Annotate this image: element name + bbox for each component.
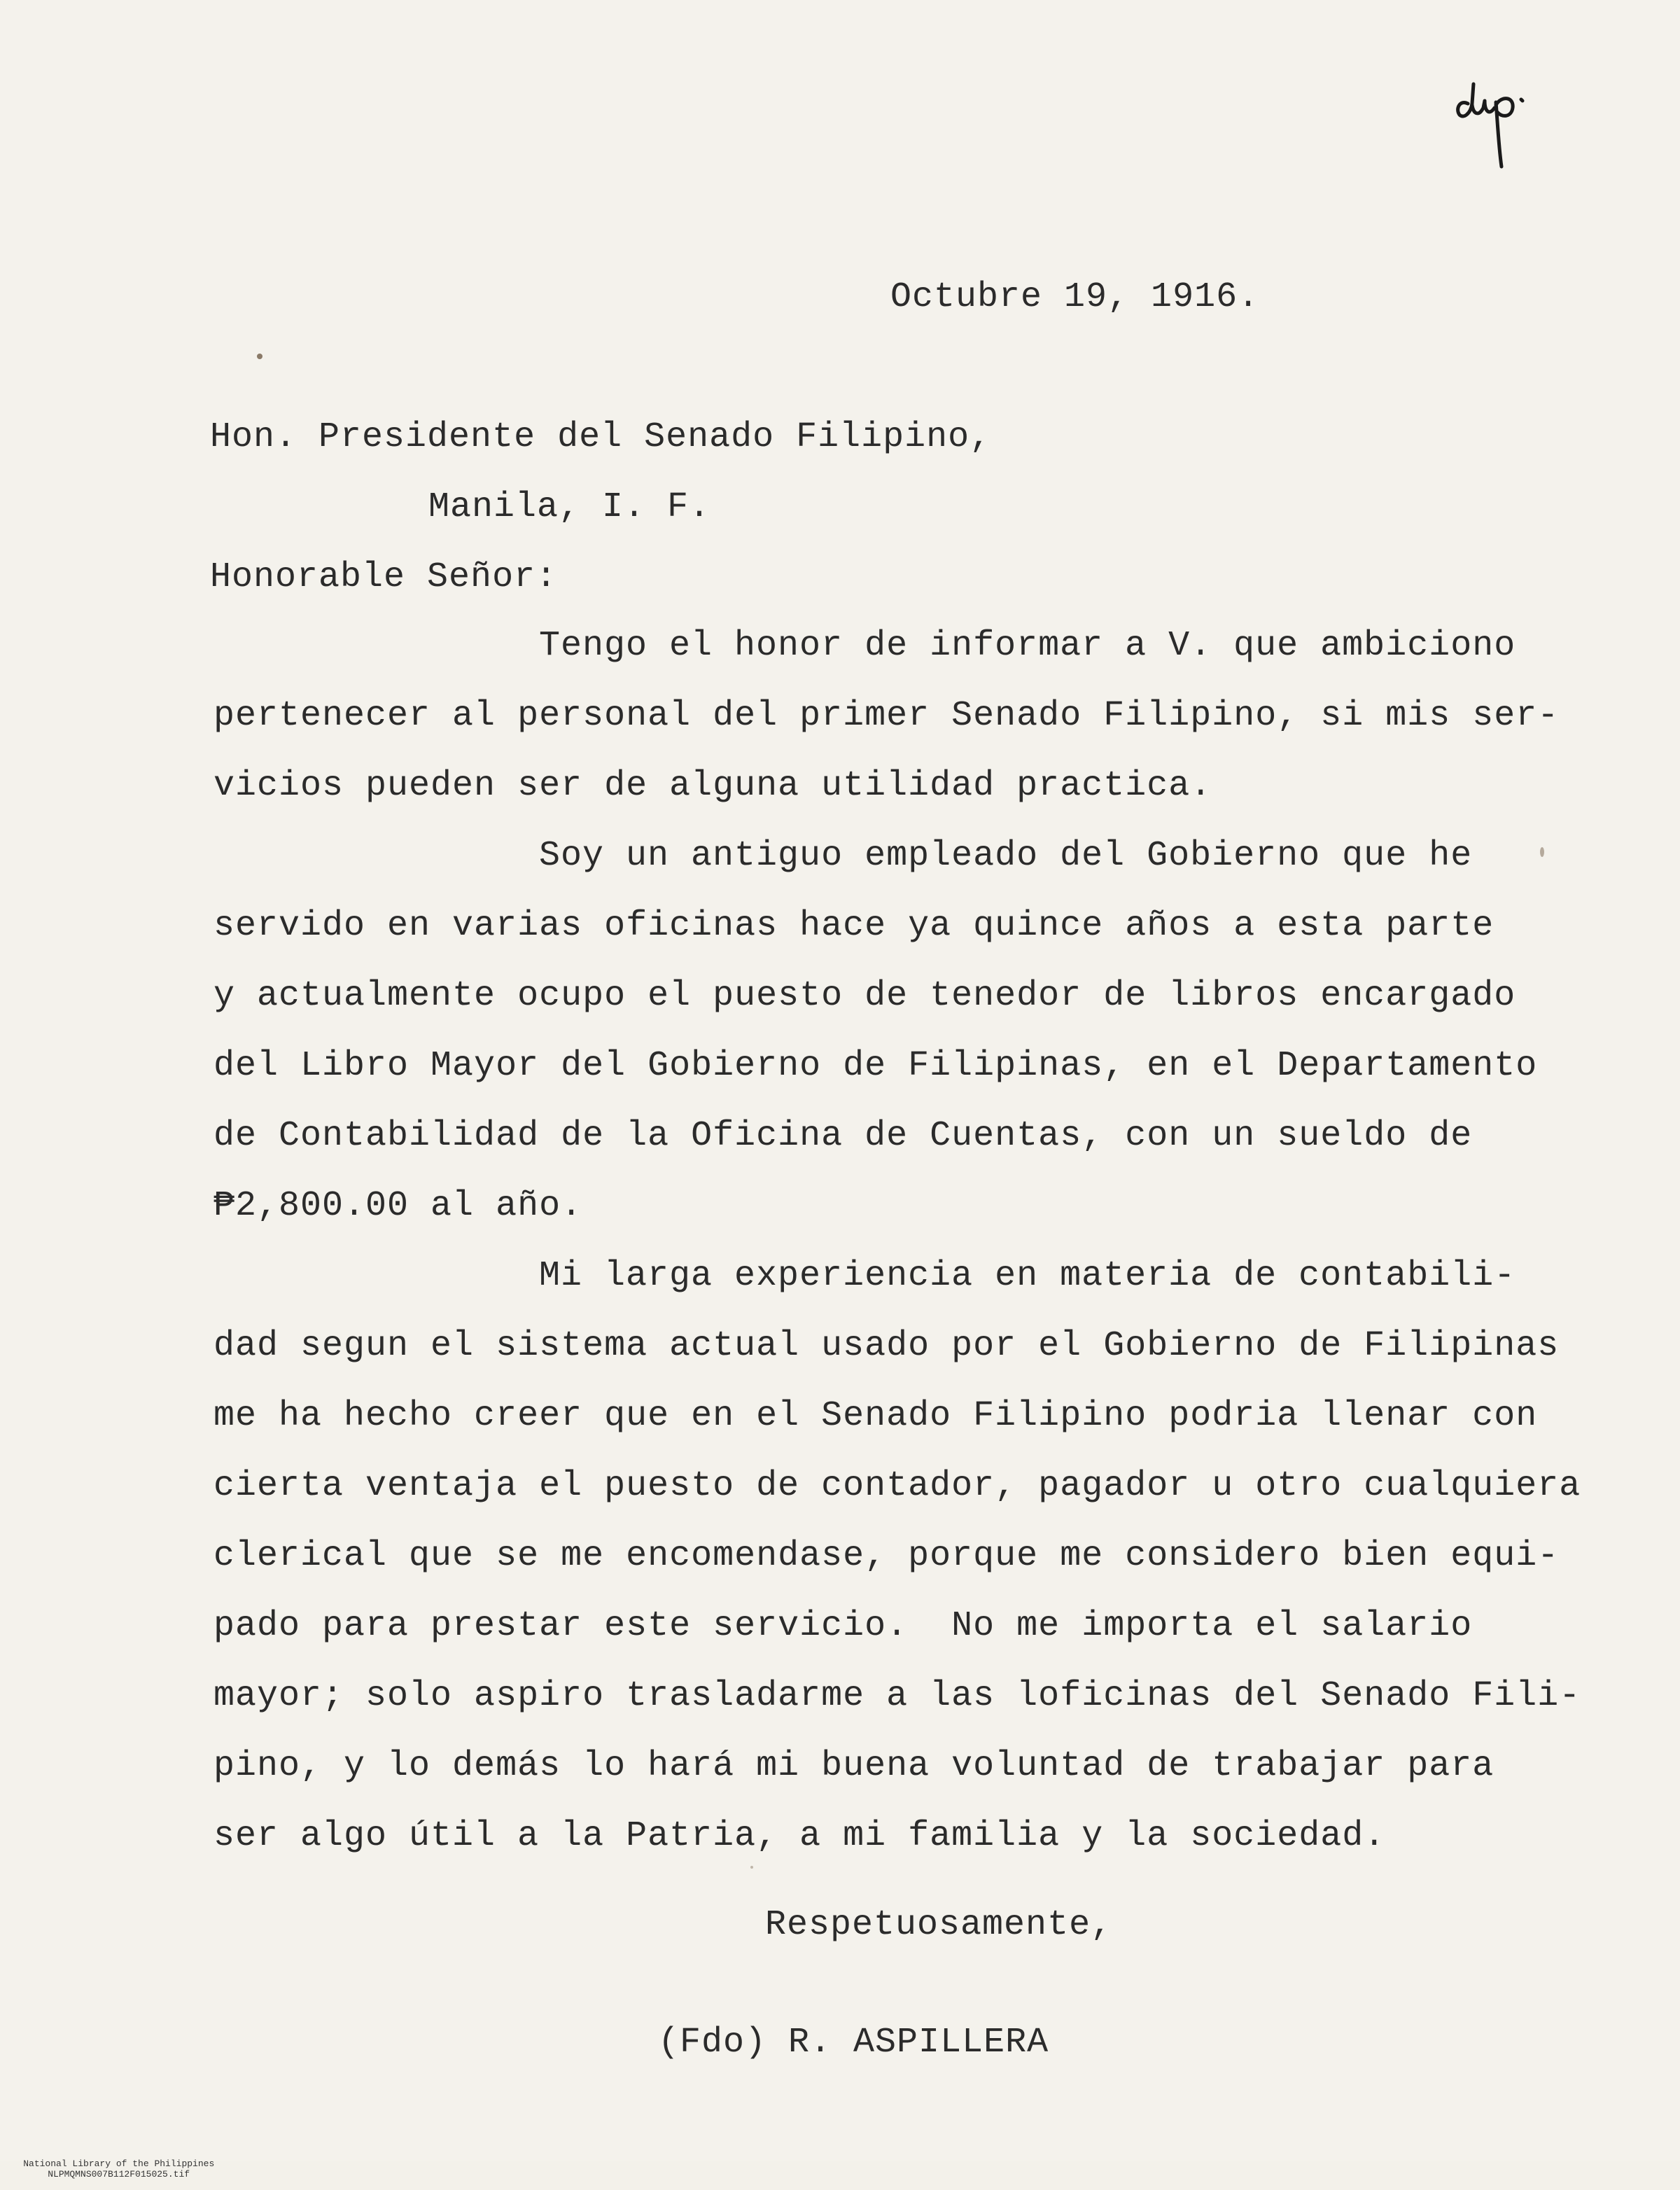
paragraph-line: dad segun el sistema actual usado por el Gobierno de Filipinas <box>214 1326 1560 1366</box>
paragraph-line: de Contabilidad de la Oficina de Cuentas, con un sueldo de <box>214 1116 1473 1156</box>
paragraph-line: pertenecer al personal del primer Senado Filipino, si mis ser- <box>214 696 1560 736</box>
paragraph-line: me ha hecho creer que en el Senado Filipino podria llenar con <box>214 1396 1538 1436</box>
paragraph-line: del Libro Mayor del Gobierno de Filipinas, en el Departamento <box>214 1046 1538 1086</box>
paragraph-line: ser algo útil a la Patria, a mi familia y la sociedad. <box>214 1816 1386 1856</box>
signature: (Fdo) R. ASPILLERA <box>658 2023 1049 2063</box>
paragraph-line: ₱2,800.00 al año. <box>214 1186 583 1226</box>
footer-file-id: NLPMQMNS007B112F015025.tif <box>48 2169 190 2179</box>
paragraph-line: cierta ventaja el puesto de contador, pagador u otro cualquiera <box>214 1466 1581 1506</box>
salutation: Honorable Señor: <box>210 557 558 597</box>
paragraph-line: servido en varias oficinas hace ya quince años a esta parte <box>214 906 1494 946</box>
paragraph-line: Soy un antiguo empleado del Gobierno que he <box>539 836 1473 876</box>
paragraph-line: y actualmente ocupo el puesto de tenedor de libros encargado <box>214 976 1516 1016</box>
paragraph-line: Tengo el honor de informar a V. que ambiciono <box>539 626 1516 666</box>
paragraph-1 <box>214 611 1606 821</box>
paragraph-line: vicios pueden ser de alguna utilidad practica. <box>214 766 1212 806</box>
paper-speck <box>257 354 262 359</box>
addressee: Hon. Presidente del Senado Filipino, <box>210 417 992 457</box>
paragraph-line: pino, y lo demás lo hará mi buena voluntad de trabajar para <box>214 1746 1494 1786</box>
paragraph-line: Mi larga experiencia en materia de contabili- <box>539 1256 1516 1296</box>
paragraph-line: pado para prestar este servicio. No me importa el salario <box>214 1606 1473 1646</box>
footer-institution: National Library of the Philippines <box>23 2158 215 2169</box>
handwritten-dup-mark <box>1452 56 1530 175</box>
paragraph-line: mayor; solo aspiro trasladarme a las loficinas del Senado Fili- <box>214 1676 1581 1716</box>
paragraph-3 <box>214 1241 1606 1871</box>
archive-footer <box>1 2148 214 2190</box>
letter-date: Octubre 19, 1916. <box>890 277 1260 317</box>
paragraph-2 <box>214 821 1606 1241</box>
paragraph-line: clerical que se me encomendase, porque me considero bien equi- <box>214 1536 1560 1576</box>
addressee-city: Manila, I. F. <box>428 487 711 527</box>
closing: Respetuosamente, <box>765 1905 1113 1945</box>
